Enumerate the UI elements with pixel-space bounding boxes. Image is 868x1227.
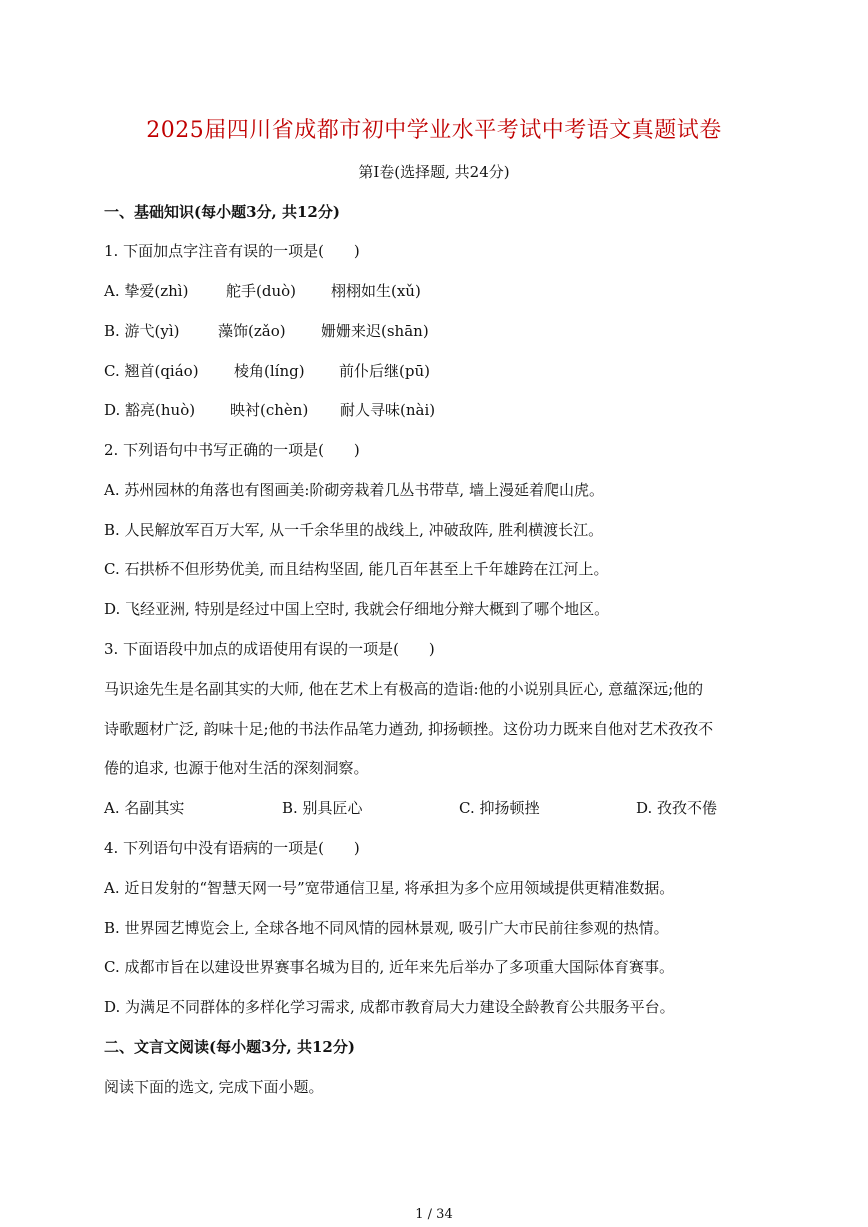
- question-3-option-b: B. 别具匠心: [282, 799, 363, 817]
- section-heading-2: 二、文言文阅读(每小题3分, 共12分): [104, 1038, 355, 1056]
- reading-intro: 阅读下面的选文, 完成下面小题。: [104, 1078, 324, 1096]
- option-b-item-1: B. 游弋(yì): [104, 322, 180, 340]
- question-2-stem: 2. 下列语句中书写正确的一项是( ): [104, 441, 360, 459]
- question-3-option-c: C. 抑扬顿挫: [459, 799, 540, 817]
- option-a-item-3: 栩栩如生(xǔ): [331, 282, 421, 300]
- question-4-stem: 4. 下列语句中没有语病的一项是( ): [104, 839, 360, 857]
- question-1-option-a: [104, 280, 421, 301]
- option-d-item-2: 映衬(chèn): [230, 401, 309, 419]
- option-c-item-3: 前仆后继(pū): [339, 362, 430, 380]
- part-heading: 第Ⅰ卷(选择题, 共24分): [358, 163, 510, 181]
- question-2-option-d: D. 飞经亚洲, 特别是经过中国上空时, 我就会仔细地分辩大概到了哪个地区。: [104, 600, 610, 618]
- option-b-item-2: 藻饰(zǎo): [218, 322, 286, 340]
- section-heading-1: 一、基础知识(每小题3分, 共12分): [104, 203, 340, 221]
- question-4-option-c: C. 成都市旨在以建设世界赛事名城为目的, 近年来先后举办了多项重大国际体育赛事。: [104, 958, 675, 976]
- question-4-option-d: D. 为满足不同群体的多样化学习需求, 成都市教育局大力建设全龄教育公共服务平台。: [104, 998, 675, 1016]
- question-4-option-b: B. 世界园艺博览会上, 全球各地不同风情的园林景观, 吸引广大市民前往参观的热情。: [104, 919, 669, 937]
- question-1-option-c: [104, 360, 430, 381]
- question-3-option-d: D. 孜孜不倦: [636, 799, 718, 817]
- question-2-option-a: A. 苏州园林的角落也有图画美:阶砌旁栽着几丛书带草, 墙上漫延着爬山虎。: [104, 481, 604, 499]
- option-d-item-3: 耐人寻味(nài): [340, 401, 436, 419]
- question-3-passage-line-3: 倦的追求, 也源于他对生活的深刻洞察。: [104, 759, 369, 777]
- question-3-passage-line-2: 诗歌题材广泛, 韵味十足;他的书法作品笔力遒劲, 抑扬顿挫。这份功力既来自他对艺术孜孜不: [104, 720, 714, 738]
- option-c-item-2: 棱角(líng): [234, 362, 305, 380]
- option-a-item-2: 舵手(duò): [226, 282, 296, 300]
- page-number: 1 / 34: [415, 1207, 453, 1222]
- question-3-option-a: A. 名副其实: [104, 799, 185, 817]
- question-1-option-d: [104, 399, 435, 420]
- question-1-stem: 1. 下面加点字注音有误的一项是( ): [104, 242, 360, 260]
- question-3-stem: 3. 下面语段中加点的成语使用有误的一项是( ): [104, 640, 435, 658]
- option-d-item-1: D. 豁亮(huò): [104, 401, 196, 419]
- question-2-option-c: C. 石拱桥不但形势优美, 而且结构坚固, 能几百年甚至上千年雄跨在江河上。: [104, 560, 609, 578]
- question-3-passage-line-1: 马识途先生是名副其实的大师, 他在艺术上有极高的造诣:他的小说别具匠心, 意蕴深远;他的: [104, 680, 704, 698]
- option-b-item-3: 姗姗来迟(shān): [321, 322, 429, 340]
- question-4-option-a: A. 近日发射的“智慧天网一号”宽带通信卫星, 将承担为多个应用领域提供更精准数据。: [104, 879, 675, 897]
- question-2-option-b: B. 人民解放军百万大军, 从一千余华里的战线上, 冲破敌阵, 胜利横渡长江。: [104, 521, 604, 539]
- option-c-item-1: C. 翘首(qiáo): [104, 362, 199, 380]
- option-a-item-1: A. 挚爱(zhì): [104, 282, 189, 300]
- page-title: 2025届四川省成都市初中学业水平考试中考语文真题试卷: [146, 118, 722, 143]
- question-1-option-b: [104, 320, 429, 341]
